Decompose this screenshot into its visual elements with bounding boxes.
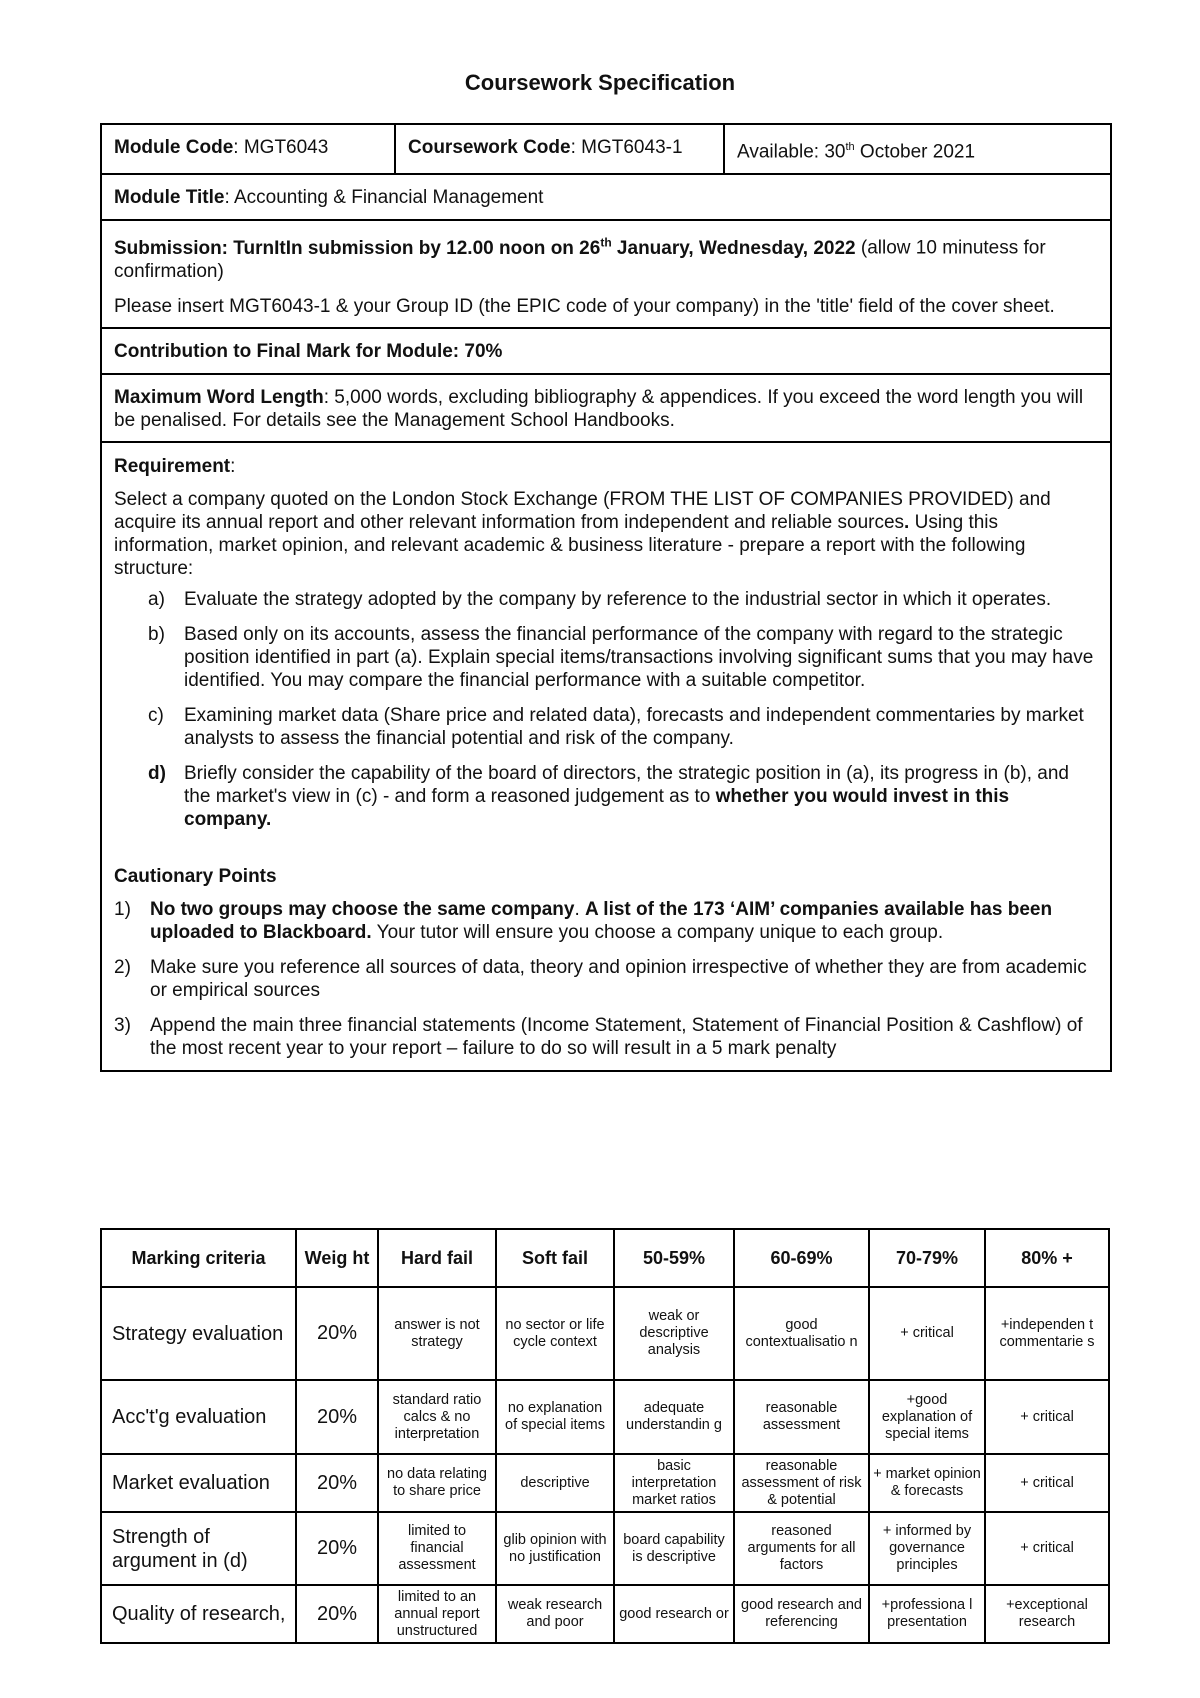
list-item: c) Examining market data (Share price and related data), forecasts and independent commentaries by market analysts to assess the financial potential and risk of the company. xyxy=(148,704,1084,749)
column-header: Weig ht xyxy=(296,1229,378,1287)
table-cell: 20% xyxy=(296,1512,378,1585)
table-cell: + informed by governance principles xyxy=(869,1512,985,1585)
table-cell: + market opinion & forecasts xyxy=(869,1454,985,1512)
table-cell: good contextualisatio n xyxy=(734,1287,869,1380)
table-cell: +independen t commentarie s xyxy=(985,1287,1109,1380)
table-row xyxy=(101,1454,1109,1512)
table-cell: +professiona l presentation xyxy=(869,1585,985,1643)
table-cell: + critical xyxy=(985,1454,1109,1512)
table-cell: limited to an annual report unstructured xyxy=(378,1585,496,1643)
table-cell: +exceptional research xyxy=(985,1585,1109,1643)
available-cell xyxy=(725,125,1110,173)
table-cell: 20% xyxy=(296,1380,378,1454)
table-cell: descriptive xyxy=(496,1454,614,1512)
spec-table xyxy=(100,123,1112,1072)
word-length-row xyxy=(102,375,1110,443)
table-cell: limited to financial assessment xyxy=(378,1512,496,1585)
module-code-label: Module Code xyxy=(114,137,234,158)
word-length-label: Maximum Word Length xyxy=(114,386,324,408)
module-title-value: : Accounting & Financial Management xyxy=(224,187,544,209)
submission-note: (allow 10 minutess for confirmation) xyxy=(114,237,1046,282)
contribution-row xyxy=(102,329,1110,375)
table-cell: Acc't'g evaluation xyxy=(101,1380,296,1454)
column-header: 80% + xyxy=(985,1229,1109,1287)
table-row xyxy=(101,1380,1109,1454)
submission-instruction: Please insert MGT6043-1 & your Group ID (the EPIC code of your company) in the 'title' field of the cover sheet. xyxy=(114,295,1055,317)
requirement-list xyxy=(114,588,1098,831)
column-header: 70-79% xyxy=(869,1229,985,1287)
module-title-label: Module Title xyxy=(114,187,225,209)
table-cell: answer is not strategy xyxy=(378,1287,496,1380)
table-cell: glib opinion with no justification xyxy=(496,1512,614,1585)
table-cell: reasonable assessment xyxy=(734,1380,869,1454)
column-header: Soft fail xyxy=(496,1229,614,1287)
table-cell: good research or xyxy=(614,1585,734,1643)
column-header: Hard fail xyxy=(378,1229,496,1287)
available-text: Available: 30 xyxy=(737,141,846,163)
list-item: b) Based only on its accounts, assess the financial performance of the company with regard to the strategic position identified in part (a). Explain special items/transactions involving significant sums that you may have identified. You may compare the financial performance with a suitable competitor. xyxy=(148,623,1094,691)
table-cell: 20% xyxy=(296,1454,378,1512)
contribution-text: Contribution to Final Mark for Module: 70% xyxy=(114,340,503,362)
table-row xyxy=(101,1512,1109,1585)
table-cell: Strength of argument in (d) xyxy=(101,1512,296,1585)
coursework-code-cell xyxy=(396,125,725,173)
list-item: a) Evaluate the strategy adopted by the company by reference to the industrial sector in which it operates. xyxy=(148,588,1052,610)
table-cell: + critical xyxy=(985,1512,1109,1585)
coursework-code-value: : MGT6043-1 xyxy=(570,137,683,158)
table-cell: basic interpretation market ratios xyxy=(614,1454,734,1512)
marking-header-row xyxy=(101,1229,1109,1287)
table-cell: Strategy evaluation xyxy=(101,1287,296,1380)
table-cell: weak research and poor xyxy=(496,1585,614,1643)
marking-table xyxy=(100,1228,1110,1644)
table-cell: no sector or life cycle context xyxy=(496,1287,614,1380)
table-cell: +good explanation of special items xyxy=(869,1380,985,1454)
table-cell: reasoned arguments for all factors xyxy=(734,1512,869,1585)
submission-row xyxy=(102,221,1110,328)
module-title-row xyxy=(102,175,1110,221)
table-cell: adequate understandin g xyxy=(614,1380,734,1454)
page-title: Coursework Specification xyxy=(464,70,736,95)
table-row xyxy=(101,1287,1109,1380)
available-text-end: October 2021 xyxy=(854,141,976,163)
table-cell: good research and referencing xyxy=(734,1585,869,1643)
available-sup: th xyxy=(845,141,855,153)
coursework-code-label: Coursework Code xyxy=(408,137,571,158)
word-length-text: : 5,000 words, excluding bibliography & appendices. If you exceed the word length you will be penalised. For details see the Management School Handbooks. xyxy=(114,386,1084,431)
table-cell: standard ratio calcs & no interpretation xyxy=(378,1380,496,1454)
column-header: Marking criteria xyxy=(101,1229,296,1287)
cautionary-heading: Cautionary Points xyxy=(114,865,277,887)
list-item: d) Briefly consider the capability of the board of directors, the strategic position in (a), its progress in (b), and the market's view in (c) - and form a reasoned judgement as to whether you would invest in this company. xyxy=(148,762,1069,830)
list-item: 1) No two groups may choose the same company. A list of the 173 ‘AIM’ companies available has been uploaded to Blackboard. Your tutor will ensure you choose a company unique to each group. xyxy=(114,898,1053,943)
table-cell: 20% xyxy=(296,1287,378,1380)
table-cell: Quality of research, xyxy=(101,1585,296,1643)
header-row xyxy=(102,125,1110,175)
table-cell: no explanation of special items xyxy=(496,1380,614,1454)
table-cell: + critical xyxy=(985,1380,1109,1454)
list-item: 2) Make sure you reference all sources of data, theory and opinion irrespective of whether they are from academic or empirical sources xyxy=(114,956,1087,1001)
cautionary-list xyxy=(114,898,1098,1060)
requirement-intro: Select a company quoted on the London Stock Exchange (FROM THE LIST OF COMPANIES PROVIDED) and acquire its annual report and other relevant information from independent and reliable sources. Using this information, market opinion, and relevant academic & business literature - prepare a report with the following structure: xyxy=(114,488,1051,579)
module-code-cell xyxy=(102,125,396,173)
column-header: 60-69% xyxy=(734,1229,869,1287)
module-code-value: : MGT6043 xyxy=(233,137,329,158)
column-header: 50-59% xyxy=(614,1229,734,1287)
table-cell: reasonable assessment of risk & potential xyxy=(734,1454,869,1512)
table-row xyxy=(101,1585,1109,1643)
submission-deadline: Submission: TurnItIn submission by 12.00 noon on 26th January, Wednesday, 2022 xyxy=(114,235,856,259)
list-item: 3) Append the main three financial statements (Income Statement, Statement of Financial Position & Cashflow) of the most recent year to your report – failure to do so will result in a 5 mark penalty xyxy=(114,1014,1083,1059)
requirement-label: Requirement xyxy=(114,455,231,477)
table-cell: board capability is descriptive xyxy=(614,1512,734,1585)
requirement-row: Requirement: Select a company quoted on the London Stock Exchange (FROM THE LIST OF COMPANIES PROVIDED) and acquire its annual report and other relevant information from independent and reliable sources. Using this information, market opinion, and relevant academic & business literature - prepare a report with the following structure: a) Evaluate the strategy adopted by the company by reference to the industrial sector in which it operates. b) Based only on its accounts, assess the financial performance of the company with regard to the strategic position identified in part (a). Explain special items/transactions involving significant sums that you may have identified. You may compare the financial performance with a suitable competitor. c) Examining market data (Share price and related data), forecasts and independent commentaries by market analysts to assess the financial potential and risk of the company. d) Briefly consider the capability of the board of directors, the strategic position in (a), its progress in (b), and the market's view in (c) - and form a reasoned judgement as to whether you would invest in this company. Cautionary Points 1) No two groups may choose the same company. A list of the 173 ‘AIM’ companies available has been uploaded to Blackboard. Your tutor will ensure you choose a company unique to each group. 2) Make sure you reference all sources of data, theory and opinion irrespective of whether they are from academic or empirical sources 3) Append the main three financial statements (Income Statement, Statement of Financial Position & Cashflow) of the most recent year to your report – failure to do so will result in a 5 mark penalty xyxy=(102,443,1110,1070)
table-cell: Market evaluation xyxy=(101,1454,296,1512)
table-cell: weak or descriptive analysis xyxy=(614,1287,734,1380)
table-cell: no data relating to share price xyxy=(378,1454,496,1512)
table-cell: + critical xyxy=(869,1287,985,1380)
table-cell: 20% xyxy=(296,1585,378,1643)
